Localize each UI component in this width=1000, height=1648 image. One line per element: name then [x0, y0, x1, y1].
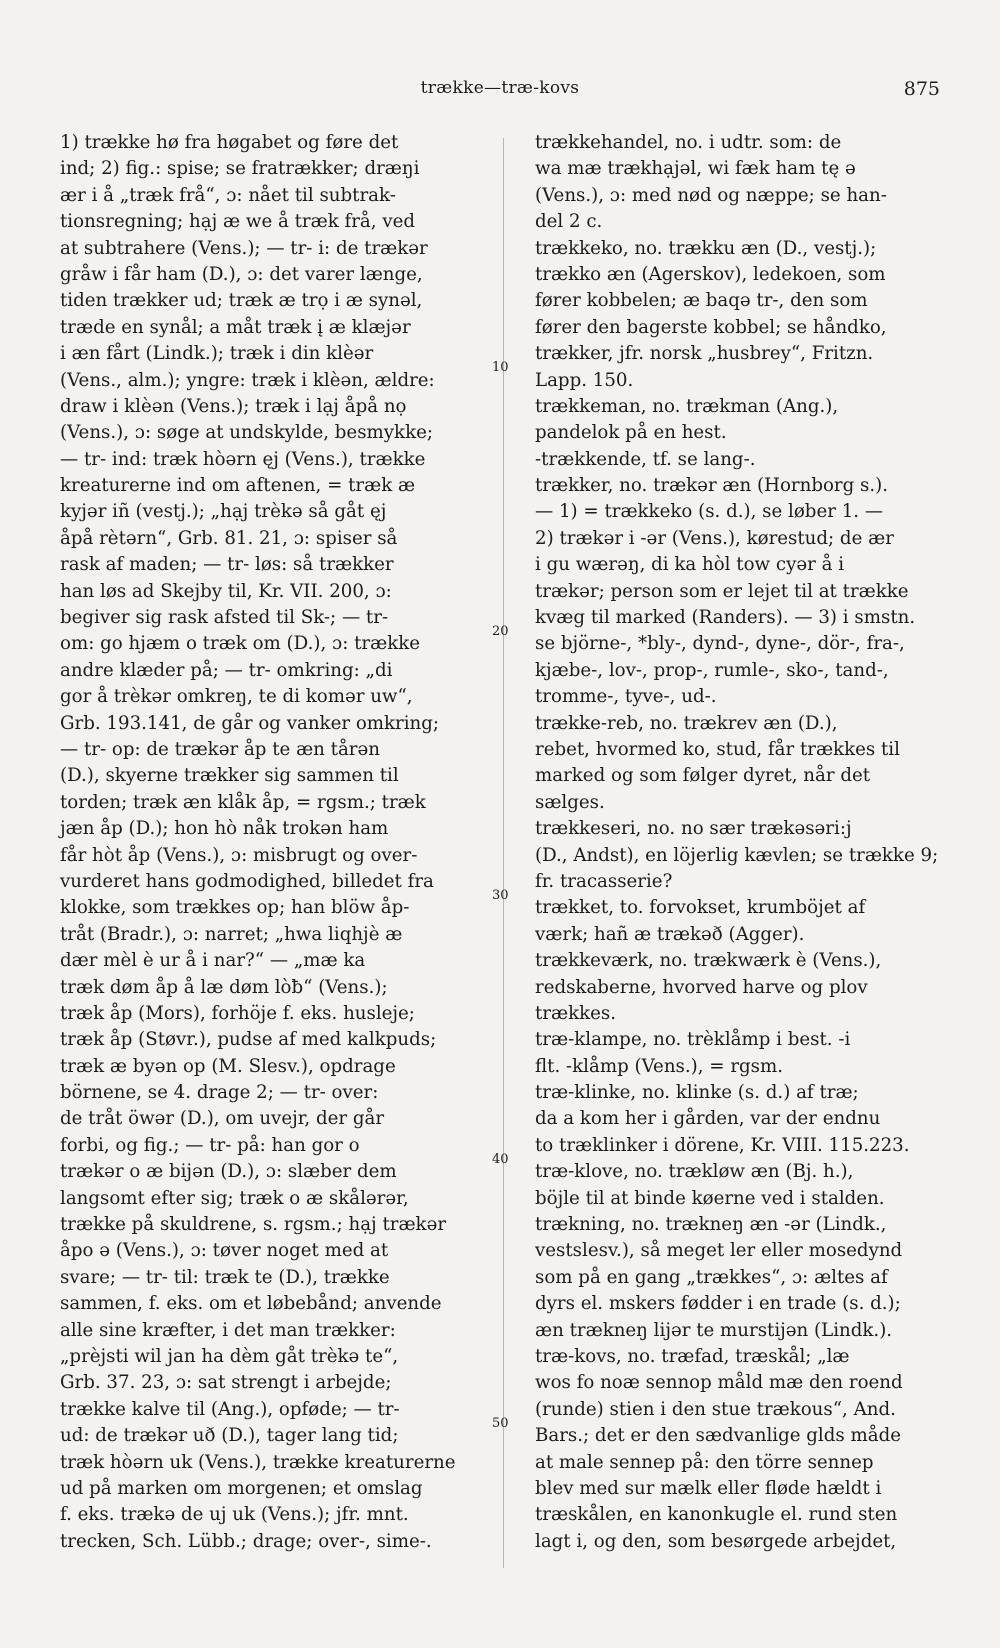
text-line: æn trækneŋ lijər te murstijən (Lindk.).: [535, 1319, 893, 1341]
line-marker-10: 10: [492, 360, 509, 375]
text-line: Lapp. 150.: [535, 369, 634, 391]
text-line: pandelok på en hest.: [535, 422, 727, 444]
text-line: (Vens., alm.); yngre: træk i klèən, ældre:: [60, 369, 435, 391]
text-line: vestslesv.), så meget ler eller mosedynd: [535, 1240, 903, 1262]
text-line: f. eks. trækə de uj uk (Vens.); jfr. mnt.: [60, 1504, 409, 1526]
text-line: „prèjsti wil jan ha dèm gåt trèkə te“,: [60, 1345, 399, 1367]
text-line: redskaberne, hvorved harve og plov: [535, 976, 868, 998]
text-line: gor å trèkər omkreŋ, te di komər uw“,: [60, 686, 413, 708]
text-line: fører den bagerste kobbel; se håndko,: [535, 316, 887, 338]
text-line: andre klæder på; — tr- omkring: „di: [60, 659, 393, 681]
text-line: — 1) = trækkeko (s. d.), se løber 1. —: [535, 501, 884, 523]
text-line: trækkes.: [535, 1002, 617, 1024]
text-line: alle sine kræfter, i det man trækker:: [60, 1319, 396, 1341]
text-line: træ-kovs, no. træfad, træskål; „læ: [535, 1345, 850, 1367]
text-line: (D.), skyerne trækker sig sammen til: [60, 765, 399, 787]
text-line: kyjər iñ (vestj.); „hạj trèkə så gåt ęj: [60, 501, 387, 523]
text-line: trækker, no. trækər æn (Hornborg s.).: [535, 475, 889, 497]
text-line: (D., Andst), en löjerlig kævlen; se trække 9;: [535, 844, 939, 866]
text-line: tiden trækker ud; træk æ trọ i æ synəl,: [60, 290, 423, 312]
text-line: træk æ byən op (M. Slesv.), opdrage: [60, 1055, 396, 1077]
text-line: trecken, Sch. Lübb.; drage; over-, sime-.: [60, 1530, 432, 1552]
text-line: ud: de trækər uð (D.), tager lang tid;: [60, 1425, 399, 1447]
text-line: trækko æn (Agerskov), ledekoen, som: [535, 263, 886, 285]
text-line: træ-klampe, no. trèklåmp i best. -i: [535, 1029, 851, 1051]
text-line: wa mæ trækhạjəl, wi fæk ham tę ə: [535, 158, 856, 180]
text-line: træde en synål; a måt træk į æ klæjər: [60, 316, 411, 338]
text-line: — tr- op: de trækər åp te æn tårən: [60, 738, 380, 760]
text-line: fører kobbelen; æ baqə tr-, den som: [535, 290, 868, 312]
text-line: svare; — tr- til: træk te (D.), trække: [60, 1266, 390, 1288]
text-line: forbi, og fig.; — tr- på: han gor o: [60, 1134, 360, 1156]
text-line: böjle til at binde køerne ved i stalden.: [535, 1187, 885, 1209]
text-line: se björne-, *bly-, dynd-, dyne-, dör-, fra-,: [535, 633, 905, 655]
text-line: tråt (Bradr.), ɔ: narret; „hwa liqhjè æ: [60, 923, 403, 945]
text-line: dyrs el. mskers fødder i en trade (s. d.);: [535, 1293, 901, 1315]
text-line: wos fo noæ sennop måld mæ den roend: [535, 1372, 903, 1394]
running-head: trække—træ-kovs: [420, 78, 580, 98]
text-line: vurderet hans godmodighed, billedet fra: [60, 870, 434, 892]
text-line: kjæbe-, lov-, prop-, rumle-, sko-, tand-,: [535, 659, 889, 681]
text-line: ind; 2) fig.: spise; se fratrækker; dræŋi: [60, 158, 420, 180]
text-line: jæn åp (D.); hon hò nåk trokən ham: [60, 818, 389, 840]
text-line: træskålen, en kanonkugle el. rund sten: [535, 1504, 898, 1526]
text-line: trækker, jfr. norsk „husbrey“, Fritzn.: [535, 343, 874, 365]
text-line: trækkeman, no. trækman (Ang.),: [535, 395, 839, 417]
text-line: trække kalve til (Ang.), opføde; — tr-: [60, 1398, 400, 1420]
text-line: kvæg til marked (Randers). — 3) i smstn.: [535, 607, 916, 629]
text-line: kreaturerne ind om aftenen, = træk æ: [60, 475, 416, 497]
text-line: draw i klèən (Vens.); træk i lạj åpå nọ: [60, 395, 407, 417]
text-line: — tr- ind: træk hòərn ęj (Vens.), trække: [60, 448, 426, 470]
text-line: torden; træk æn klåk åp, = rgsm.; træk: [60, 791, 426, 813]
text-line: blev med sur mælk eller fløde hældt i: [535, 1477, 882, 1499]
text-line: åpo ə (Vens.), ɔ: tøver noget med at: [60, 1240, 389, 1262]
text-line: træk hòərn uk (Vens.), trække kreaturerne: [60, 1451, 456, 1473]
text-line: marked og som følger dyret, når det: [535, 765, 871, 787]
text-line: lagt i, og den, som besørgede arbejdet,: [535, 1530, 897, 1552]
text-line: 2) trækər i -ər (Vens.), kørestud; de ær: [535, 527, 894, 549]
text-line: langsomt efter sig; træk o æ skålərər,: [60, 1187, 409, 1209]
text-line: ud på marken om morgenen; et omslag: [60, 1477, 423, 1499]
text-line: Grb. 193.141, de går og vanker omkring;: [60, 712, 440, 734]
text-line: ær i å „træk frå“, ɔ: nået til subtrak-: [60, 184, 396, 206]
left-column: [60, 130, 490, 1555]
text-line: trækket, to. forvokset, krumböjet af: [535, 897, 866, 919]
text-line: tromme-, tyve-, ud-.: [535, 686, 717, 708]
text-line: gråw i får ham (D.), ɔ: det varer længe,: [60, 263, 423, 285]
text-line: trækər; person som er lejet til at trække: [535, 580, 909, 602]
line-marker-40: 40: [492, 1152, 509, 1167]
text-line: rebet, hvormed ko, stud, får trækkes til: [535, 738, 900, 760]
text-line: får hòt åp (Vens.), ɔ: misbrugt og over-: [60, 844, 418, 866]
line-marker-50: 50: [492, 1416, 509, 1431]
text-line: Bars.; det er den sædvanlige glds måde: [535, 1425, 901, 1447]
text-line: trækning, no. trækneŋ æn -ər (Lindk.,: [535, 1214, 887, 1236]
text-line: Grb. 37. 23, ɔ: sat strengt i arbejde;: [60, 1372, 392, 1394]
text-line: træ-klinke, no. klinke (s. d.) af træ;: [535, 1082, 859, 1104]
text-line: at subtrahere (Vens.); — tr- i: de trækər: [60, 237, 428, 259]
text-line: dær mèl è ur å i nar?“ — „mæ ka: [60, 950, 366, 972]
text-line: börnene, se 4. drage 2; — tr- over:: [60, 1082, 379, 1104]
text-line: (runde) stien i den stue trækous“, And.: [535, 1398, 896, 1420]
text-line: flt. -klåmp (Vens.), = rgsm.: [535, 1055, 784, 1077]
text-line: træk åp (Mors), forhöje f. eks. husleje;: [60, 1002, 415, 1024]
page-number: 875: [903, 78, 940, 100]
text-line: trækər o æ bijən (D.), ɔ: slæber dem: [60, 1161, 397, 1183]
text-line: træ-klove, no. trækløw æn (Bj. h.),: [535, 1161, 854, 1183]
text-line: trækkeseri, no. no sær trækəsəri:j: [535, 818, 852, 840]
text-line: sælges.: [535, 791, 605, 813]
text-line: trække-reb, no. trækrev æn (D.),: [535, 712, 838, 734]
text-line: som på en gang „trækkes“, ɔ: æltes af: [535, 1266, 888, 1288]
line-marker-30: 30: [492, 888, 509, 903]
text-line: at male sennep på: den törre sennep: [535, 1451, 874, 1473]
text-line: tionsregning; hạj æ we å træk frå, ved: [60, 211, 416, 233]
text-line: fr. tracasserie?: [535, 870, 673, 892]
right-column: [535, 130, 945, 1555]
text-line: træk døm åp å læ døm lòƀ“ (Vens.);: [60, 976, 388, 998]
text-line: begiver sig rask afsted til Sk-; — tr-: [60, 607, 389, 629]
text-line: -trækkende, tf. se lang-.: [535, 448, 756, 470]
text-line: klokke, som trækkes op; han blöw åp-: [60, 897, 410, 919]
text-line: trække på skuldrene, s. rgsm.; hạj trækər: [60, 1214, 447, 1236]
line-marker-20: 20: [492, 624, 509, 639]
page-header: [0, 78, 1000, 108]
text-line: (Vens.), ɔ: søge at undskylde, besmykke;: [60, 422, 433, 444]
text-line: om: go hjæm o træk om (D.), ɔ: trække: [60, 633, 421, 655]
text-line: i æn fårt (Lindk.); træk i din klèər: [60, 343, 374, 365]
text-line: han løs ad Skejby til, Kr. VII. 200, ɔ:: [60, 580, 392, 602]
text-line: trækkeko, no. trækku æn (D., vestj.);: [535, 237, 877, 259]
text-line: trækkehandel, no. i udtr. som: de: [535, 132, 842, 153]
text-line: sammen, f. eks. om et løbebånd; anvende: [60, 1293, 442, 1315]
text-line: (Vens.), ɔ: med nød og næppe; se han-: [535, 184, 887, 206]
text-line: de tråt öwər (D.), om uvejr, der går: [60, 1108, 385, 1130]
text-line: værk; hañ æ trækəð (Agger).: [535, 923, 805, 945]
column-divider: [503, 138, 504, 1568]
text-line: da a kom her i gården, var der endnu: [535, 1108, 881, 1130]
text-line: træk åp (Støvr.), pudse af med kalkpuds;: [60, 1029, 437, 1051]
text-line: i gu wærəŋ, di ka hòl tow cyər å i: [535, 554, 845, 576]
text-line: del 2 c.: [535, 211, 603, 233]
text-line: to træklinker i dörene, Kr. VIII. 115.223.: [535, 1134, 910, 1156]
text-line: 1) trække hø fra høgabet og føre det: [60, 132, 399, 153]
text-line: trækkeværk, no. trækwærk è (Vens.),: [535, 950, 882, 972]
text-line: åpå rètərn“, Grb. 81. 21, ɔ: spiser så: [60, 527, 398, 549]
text-line: rask af maden; — tr- løs: så trækker: [60, 554, 394, 576]
